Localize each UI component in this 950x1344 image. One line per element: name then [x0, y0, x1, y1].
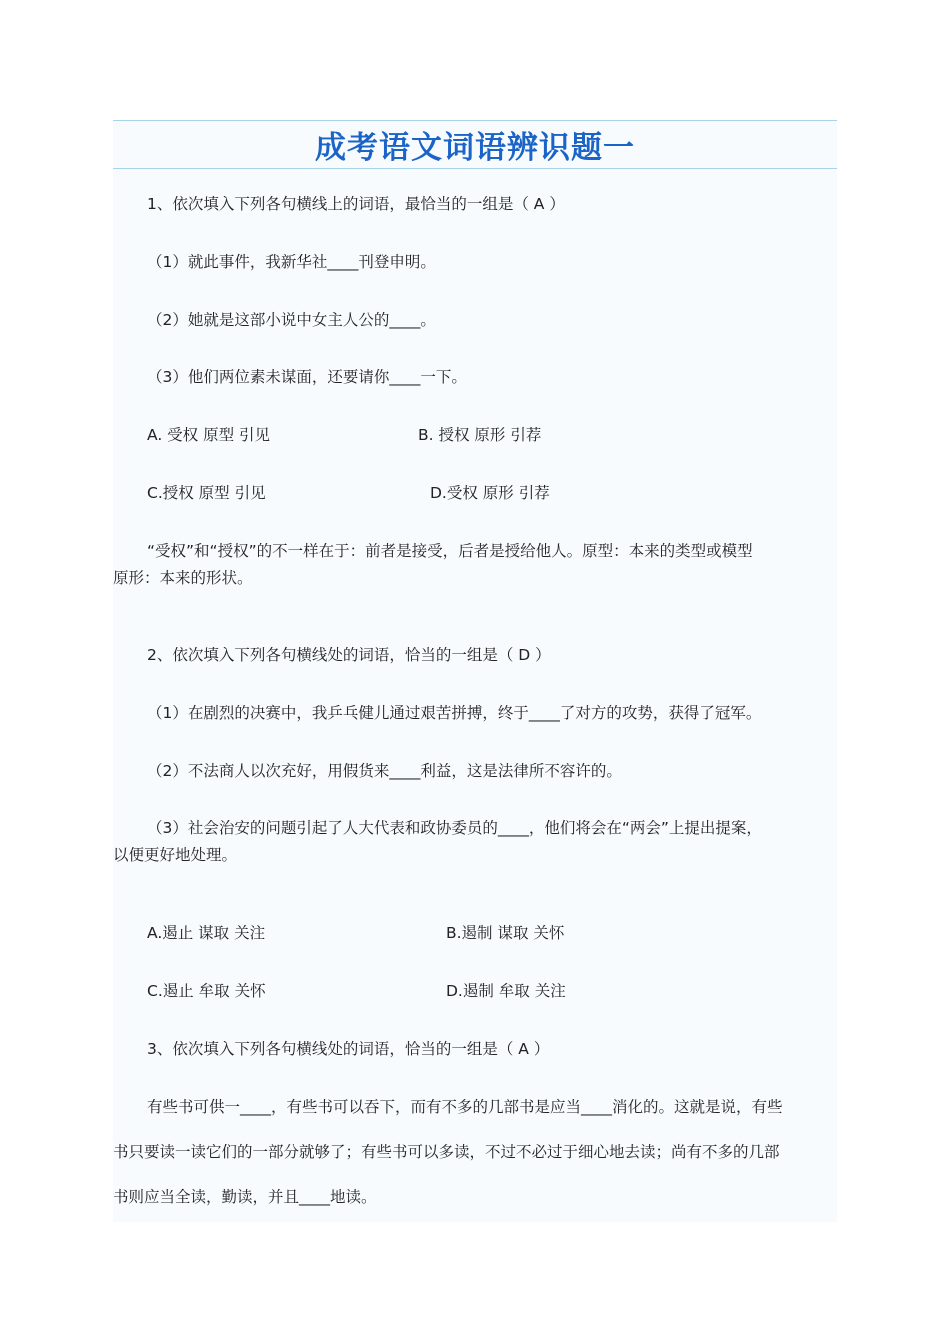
q1-option-c: C.授权 原型 引见: [147, 484, 266, 502]
q2-option-a: A.遏止 谋取 关注: [147, 924, 266, 942]
document-page: [113, 120, 837, 1222]
q1-sentence-2: （2）她就是这部小说中女主人公的____。: [147, 311, 436, 329]
q2-option-c: C.遏止 牟取 关怀: [147, 982, 266, 1000]
q1-option-b: B. 授权 原形 引荐: [418, 426, 542, 444]
q3-passage-line-3: 书则应当全读，勤读，并且____地读。: [113, 1188, 377, 1206]
q2-sentence-3-line-2: 以便更好地处理。: [113, 846, 238, 864]
q3-passage-line-2: 书只要读一读它们的一部分就够了；有些书可以多读，不过不必过于细心地去读；尚有不多的几部: [113, 1143, 780, 1161]
q2-sentence-2: （2）不法商人以次充好，用假货来____利益，这是法律所不容许的。: [147, 762, 622, 780]
q2-option-d: D.遏制 牟取 关注: [446, 982, 566, 1000]
page-title: 成考语文词语辨识题一: [315, 130, 635, 166]
q2-stem: 2、依次填入下列各句横线处的词语，恰当的一组是（ D ）: [147, 646, 551, 664]
q1-sentence-1: （1）就此事件，我新华社____刊登申明。: [147, 253, 436, 271]
q2-sentence-1: （1）在剧烈的决赛中，我乒乓健儿通过艰苦拼搏，终于____了对方的攻势，获得了冠军。: [147, 704, 762, 722]
q1-option-a: A. 受权 原型 引见: [147, 426, 271, 444]
q3-passage: [113, 1096, 837, 1209]
q1-option-d: D.受权 原形 引荐: [430, 484, 550, 502]
q1-stem: 1、依次填入下列各句横线上的词语，最恰当的一组是（ A ）: [147, 195, 565, 213]
q3-stem: 3、依次填入下列各句横线处的词语，恰当的一组是（ A ）: [147, 1040, 550, 1058]
title-bar: [113, 120, 837, 169]
q2-option-b: B.遏制 谋取 关怀: [446, 924, 565, 942]
q1-explanation-line-1: “受权”和“授权”的不一样在于：前者是接受，后者是授给他人。原型：本来的类型或模型: [147, 542, 753, 560]
q3-passage-line-1: 有些书可供一____，有些书可以吞下，而有不多的几部书是应当____消化的。这就是说，有些: [147, 1098, 783, 1116]
q1-sentence-3: （3）他们两位素未谋面，还要请你____一下。: [147, 368, 467, 386]
q2-sentence-3-line-1: （3）社会治安的问题引起了人大代表和政协委员的____，他们将会在“两会”上提出提案，: [147, 819, 762, 837]
q1-explanation-line-2: 原形：本来的形状。: [113, 569, 253, 587]
q1-explanation: [113, 540, 837, 590]
q2-sentence-3: [113, 817, 837, 867]
